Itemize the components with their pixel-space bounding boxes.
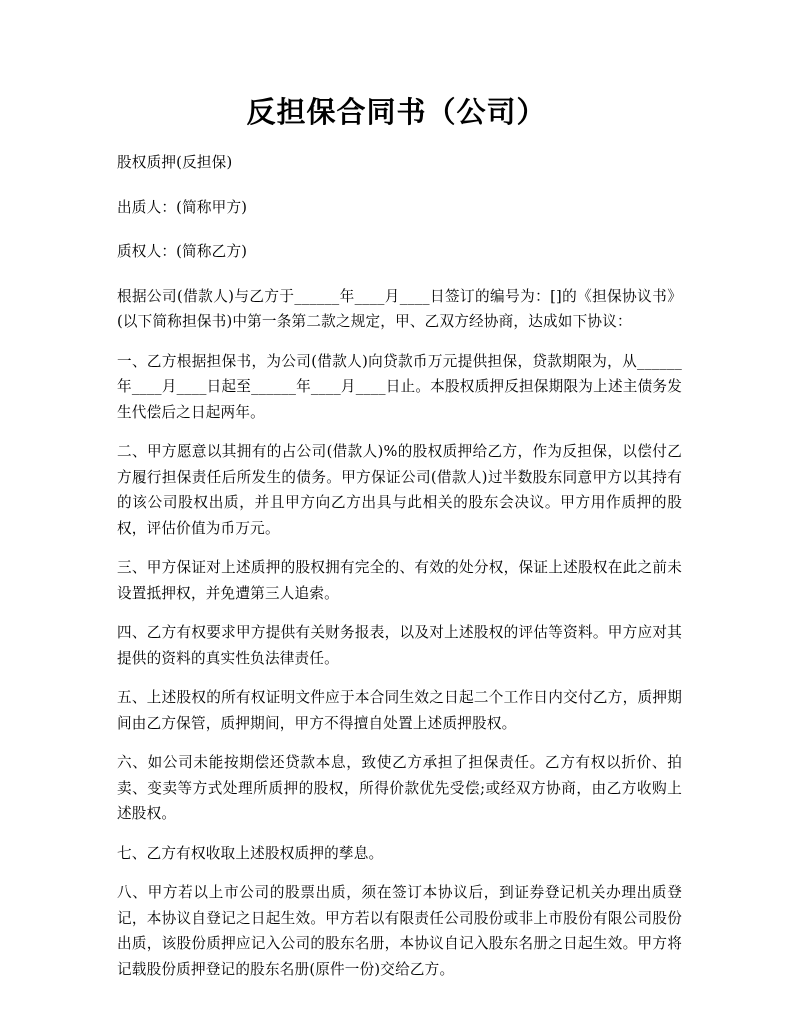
preamble-paragraph: 根据公司(借款人)与乙方于______年____月____日签订的编号为：[]的《担保协议书》(以下简称担保书)中第一条第二款之规定，甲、乙双方经协商，达成如下协议： [117,287,682,330]
clause-7: 七、乙方有权收取上述股权质押的孳息。 [117,844,384,862]
clause-8: 八、甲方若以上市公司的股票出质，须在签订本协议后，到证券登记机关办理出质登记，本协议自登记之日起生效。甲方若以有限责任公司股份或非上市股份有限公司股份出质，该股份质押应记入公司的股东名册，本协议自记入股东名册之日起生效。甲方将记载股份质押登记的股东名册(原件一份)交给乙方。 [117,884,682,978]
document-page [117,0,682,982]
clause-5: 五、上述股权的所有权证明文件应于本合同生效之日起二个工作日内交付乙方，质押期间由乙方保管，质押期间，甲方不得擅自处置上述质押股权。 [117,689,682,732]
pledgee-line: 质权人：(简称乙方) [117,243,248,260]
clause-6: 六、如公司未能按期偿还贷款本息，致使乙方承担了担保责任。乙方有权以折价、拍卖、变卖等方式处理所质押的股权，所得价款优先受偿;或经双方协商，由乙方收购上述股权。 [117,754,682,822]
clause-2: 二、甲方愿意以其拥有的占公司(借款人)%的股权质押给乙方，作为反担保，以偿付乙方履行担保责任后所发生的债务。甲方保证公司(借款人)过半数股东同意甲方以其持有的该公司股权出质，并且甲方向乙方出具与此相关的股东会决议。甲方用作质押的股权，评估价值为币万元。 [117,443,682,537]
document-title: 反担保合同书（公司） [246,95,547,129]
clause-4: 四、乙方有权要求甲方提供有关财务报表，以及对上述股权的评估等资料。甲方应对其提供的资料的真实性负法律责任。 [117,624,682,667]
subtitle-equity-pledge: 股权质押(反担保) [117,154,233,171]
clause-3: 三、甲方保证对上述质押的股权拥有完全的、有效的处分权，保证上述股权在此之前未设置抵押权，并免遭第三人追索。 [117,559,682,602]
pledgor-line: 出质人：(简称甲方) [117,198,248,216]
clause-1: 一、乙方根据担保书，为公司(借款人)向贷款币万元提供担保，贷款期限为，从______年____月____日起至______年____月____日止。本股权质押反担保期限为上述主债务发生代偿后之日起两年。 [117,352,682,421]
